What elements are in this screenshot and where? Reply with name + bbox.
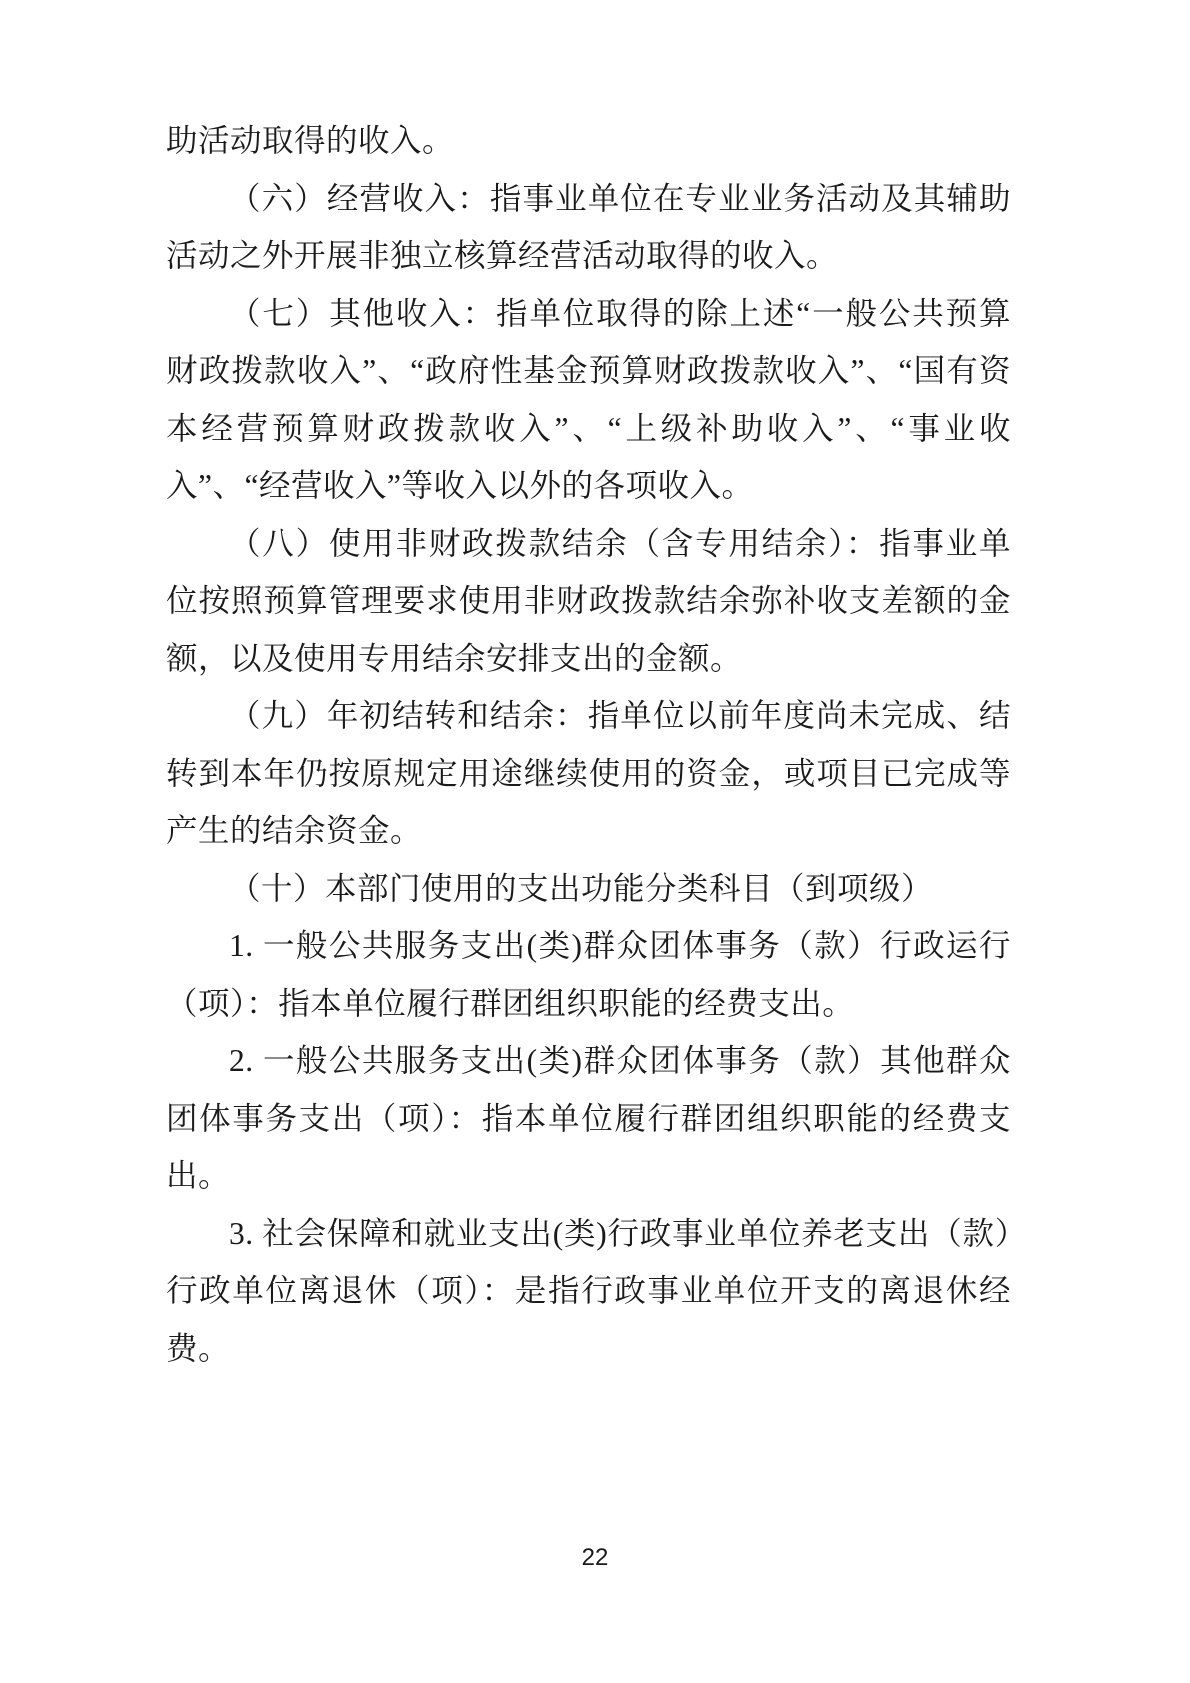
page-footer [0,1544,1190,1572]
paragraph: （七）其他收入：指单位取得的除上述“一般公共预算财政拨款收入”、“政府性基金预算财政拨款收入”、“国有资本经营预算财政拨款收入”、“上级补助收入”、“事业收入”、“经营收入”等收入以外的各项收入。 [166,295,1011,503]
page-number: 22 [581,1544,609,1571]
paragraph: 3. 社会保障和就业支出(类)行政事业单位养老支出（款）行政单位离退休（项）：是指行政事业单位开支的离退休经费。 [166,1215,1011,1366]
paragraph: （六）经营收入：指事业单位在专业业务活动及其辅助活动之外开展非独立核算经营活动取得的收入。 [166,180,1011,273]
paragraph: 1. 一般公共服务支出(类)群众团体事务（款）行政运行（项）：指本单位履行群团组织职能的经费支出。 [166,928,1011,1021]
paragraph: （九）年初结转和结余：指单位以前年度尚未完成、结转到本年仍按原规定用途继续使用的资金，或项目已完成等产生的结余资金。 [166,698,1011,848]
paragraph: （八）使用非财政拨款结余（含专用结余）：指事业单位按照预算管理要求使用非财政拨款结余弥补收支差额的金额，以及使用专用结余安排支出的金额。 [166,525,1011,676]
document-body [166,112,1011,1377]
paragraph: 2. 一般公共服务支出(类)群众团体事务（款）其他群众团体事务支出（项）：指本单位履行群团组织职能的经费支出。 [166,1043,1011,1193]
paragraph: 助活动取得的收入。 [166,123,455,158]
paragraph: （十）本部门使用的支出功能分类科目（到项级） [229,870,934,906]
